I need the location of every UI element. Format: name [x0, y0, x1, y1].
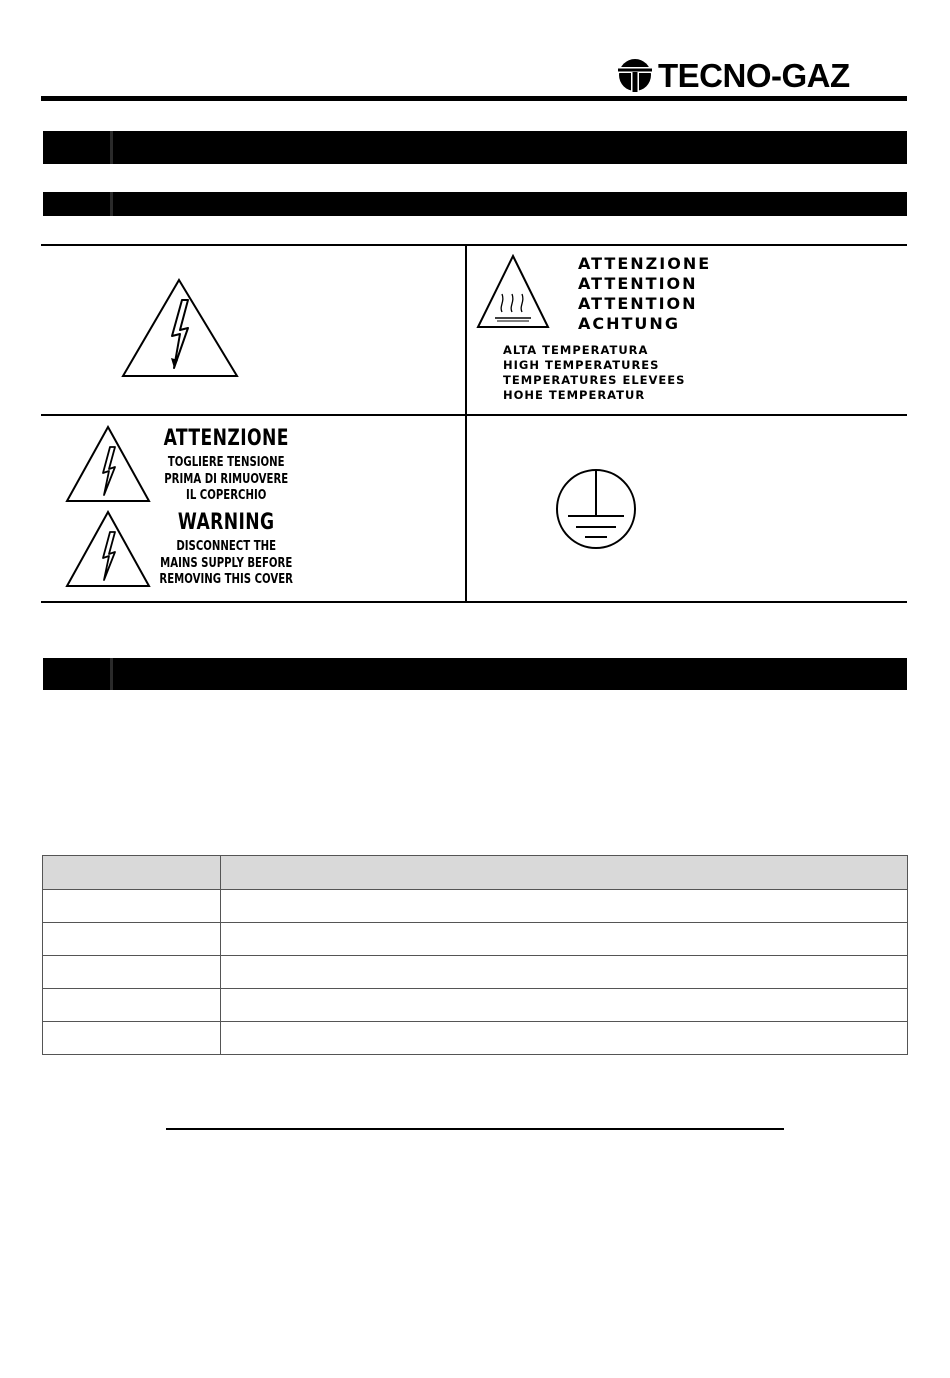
table-cell — [43, 989, 221, 1022]
table-cell — [221, 956, 908, 989]
table-cell — [221, 1022, 908, 1055]
cover-warning-it-line: PRIMA DI RIMUOVERE — [164, 471, 289, 487]
hot-warning-subline: TEMPERATURES ELEVEES — [503, 373, 686, 387]
hot-surface-icon — [475, 254, 551, 330]
hot-warning-line: ACHTUNG — [578, 314, 680, 333]
signature-line — [166, 1128, 784, 1130]
table-cell — [43, 956, 221, 989]
grid-divider — [41, 601, 907, 603]
table-cell — [43, 890, 221, 923]
cover-warning-en-line: MAINS SUPPLY BEFORE — [160, 555, 293, 571]
table-cell — [221, 890, 908, 923]
header-rule — [41, 96, 907, 101]
table-row — [43, 923, 908, 956]
hot-warning-subline: ALTA TEMPERATURA — [503, 343, 649, 357]
cover-warning-it-title: ATTENZIONE — [163, 426, 289, 451]
subsection-heading-bar — [43, 192, 907, 216]
cover-warning-en-line: DISCONNECT THE — [176, 539, 277, 554]
table-cell — [221, 923, 908, 956]
table-row — [43, 890, 908, 923]
table-header-cell — [43, 856, 221, 890]
electric-hazard-icon — [65, 425, 151, 503]
cover-warning-en-title: WARNING — [177, 510, 275, 535]
hot-warning-subline: HIGH TEMPERATURES — [503, 358, 660, 372]
hot-warning-line: ATTENTION — [578, 294, 698, 313]
brand-name: TECNO-GAZ — [658, 56, 850, 94]
table-cell — [43, 1022, 221, 1055]
hot-warning-subline: HOHE TEMPERATUR — [503, 388, 646, 402]
electric-hazard-icon — [120, 278, 240, 380]
table-row — [43, 956, 908, 989]
tecno-gaz-logo-icon — [618, 58, 652, 92]
table-cell — [221, 989, 908, 1022]
section-heading-bar — [43, 658, 907, 690]
table-row — [43, 1022, 908, 1055]
hot-warning-line: ATTENZIONE — [578, 254, 712, 273]
cover-warning-it — [156, 426, 296, 505]
protective-earth-icon — [554, 467, 638, 551]
hot-warning-line: ATTENTION — [578, 274, 698, 293]
table-cell — [43, 923, 221, 956]
table-header-row — [43, 856, 908, 890]
cover-warning-it-line: TOGLIERE TENSIONE — [167, 455, 285, 470]
section-heading-bar — [43, 131, 907, 164]
cover-warning-en — [156, 510, 296, 589]
table-header-cell — [221, 856, 908, 890]
data-table — [42, 855, 908, 1055]
grid-divider — [41, 414, 907, 416]
grid-divider — [465, 244, 467, 603]
cover-warning-it-line: IL COPERCHIO — [186, 488, 267, 503]
electric-hazard-icon — [65, 510, 151, 588]
grid-divider — [41, 244, 907, 246]
table-row — [43, 989, 908, 1022]
cover-warning-en-line: REMOVING THIS COVER — [159, 572, 293, 587]
brand-logo — [618, 55, 850, 95]
